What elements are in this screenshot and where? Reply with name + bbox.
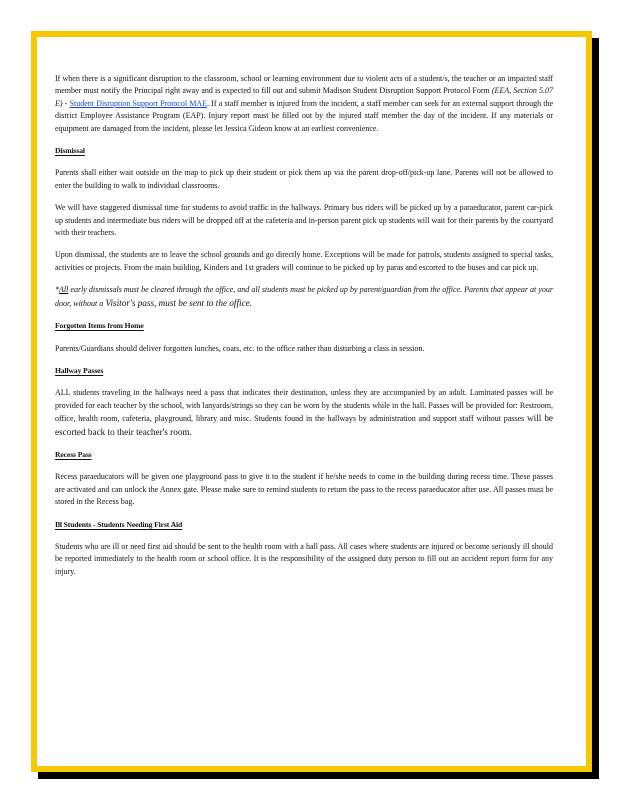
- note-text: early dismissals must be cleared through the office, and all students must be picked up by parent/guardian from the office. Parents that appear at your door, without a: [55, 285, 553, 308]
- intro-text: If when there is a significant disruption to the classroom, school or learning environment due to violent acts of a student/s, the teacher or an impacted staff member must notify the Principal right away and is expected to fill out and submit Madison Student Disruption Support Protocol Form: [55, 74, 553, 96]
- dismissal-paragraph-2: We will have staggered dismissal time for students to avoid traffic in the hallways. Primary bus riders will be picked up by a paraeducator, parent car-pick up students and intermediate bus riders will be dropped off at the cafeteria and in-person parent pick up students will wait for their parents by the courtyard with their teachers.: [55, 203, 553, 238]
- note-visitor-pass: Visitor's pass, must be sent to the office.: [103, 297, 253, 308]
- hallway-text: ALL students traveling in the hallways need a pass that indicates their destination, unless they are accompanied by an adult. Laminated passes will be provided for each teacher by the school, with lanyards/strings so they can be worn by the students while in the hall. Passes will be provided for: Restroom, office, health room, cafeteria, playground, library and misc. Students found in the hallways by administration and support staff without passes: [55, 388, 553, 424]
- hallway-passes-heading: Hallway Passes: [55, 365, 104, 375]
- forgotten-items-paragraph: Parents/Guardians should deliver forgotten lunches, coats, etc. to the office rather than disturbing a class in session.: [55, 343, 425, 353]
- intro-citation: (EEA, Section 5.07 E): [55, 86, 553, 108]
- intro-paragraph: If when there is a significant disruption to the classroom, school or learning environment due to violent acts of a student/s, the teacher or an impacted staff member must notify the Principal right away and is expected to fill out and submit Madison Student Disruption Support Protocol Form (EEA, Section 5.07 E) - Student Disruption Support Protocol MAE. If a staff member is injured from the incident, a staff member can seek for an external support through the district Employee Assistance Program (EAP). Injury report must be filled out by the injured staff member the day of the incident. If any materials or equipment are damaged from the incident, please let Jessica Gideon know at an earliest convenience.: [55, 74, 554, 133]
- hallway-passes-paragraph: [55, 387, 553, 439]
- recess-pass-heading: Recess Pass: [55, 449, 92, 459]
- document-body: [55, 73, 553, 588]
- intro-text-continued: . If a staff member is injured from the incident, a staff member can seek for an external support through the district Employee Assistance Program (EAP). Injury report must be filled out by the injured staff member the day of the incident. If any materials or equipment are damaged from the incident, please let Jessica Gideon know at an earliest convenience.: [55, 98, 554, 133]
- note-all: All: [59, 285, 69, 295]
- dismissal-heading: Dismissal: [55, 146, 85, 156]
- early-dismissal-note: [55, 284, 553, 310]
- hallway-text-end: will be escorted back to their teacher's room.: [55, 413, 553, 437]
- ill-students-paragraph: Students who are ill or need first aid should be sent to the health room with a hall pass. All cases where students are injured or become seriously ill should be reported immediately to the health room or school office. It is the responsibility of the assigned duty person to fill out an accident report form for any injury.: [55, 541, 553, 576]
- protocol-link[interactable]: Student Disruption Support Protocol MAE: [69, 98, 208, 108]
- forgotten-items-heading: Forgotten Items from Home: [55, 321, 144, 331]
- note-star: *: [55, 285, 59, 295]
- ill-students-heading: Ill Students - Students Needing First Aid: [55, 519, 183, 529]
- recess-pass-paragraph: Recess paraeducators will be given one playground pass to give it to the student if he/she needs to come in the building during recess time. These passes are activated and can unlock the Annex gate. Please make sure to remind students to return the pass to the recess paraeducator after use. All passes must be stored in the Recess bag.: [55, 472, 553, 507]
- dismissal-paragraph-1: Parents shall either wait outside on the map to pick up their student or pick them up via the parent drop-off/pick-up lane. Parents will not be allowed to enter the building to walk to individual classrooms.: [55, 168, 553, 190]
- dismissal-paragraph-3: Upon dismissal, the students are to leave the school grounds and go directly home. Exceptions will be made for patrols, students assigned to special tasks, activities or projects. From the main building, Kinders and 1st graders will continue to be picked up by paras and escorted to the buses and car pick up.: [55, 250, 553, 272]
